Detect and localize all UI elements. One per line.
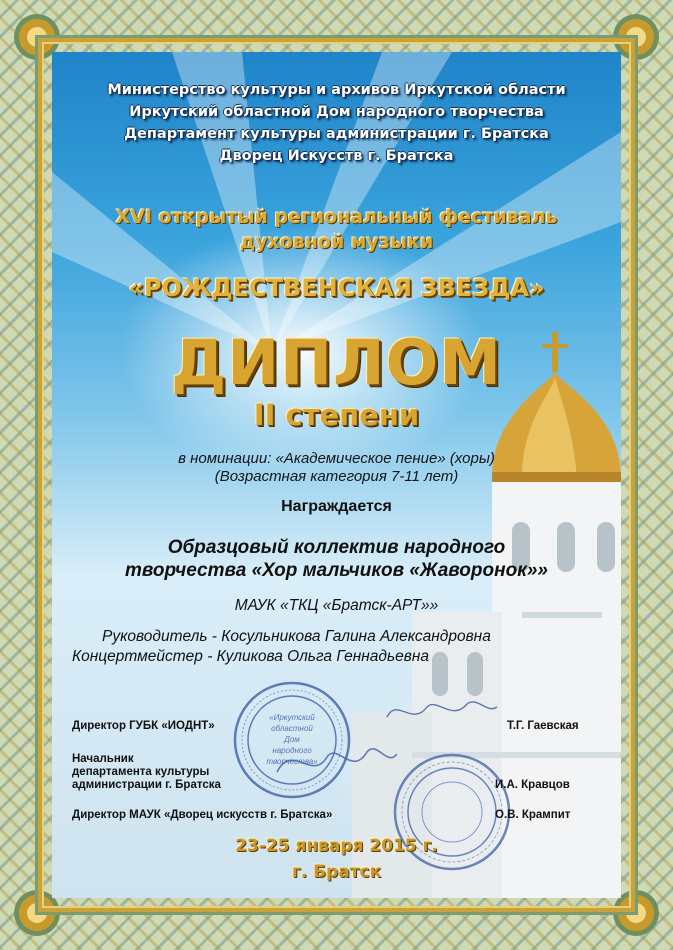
recipient-line-2: творчества «Хор мальчиков «Жаворонок»» [125,560,548,581]
organizer-line: Министерство культуры и архивов Иркутской области [107,82,566,98]
signatory-title: департамента культуры [72,766,210,778]
signatory-title: Директор ГУБК «ИОДНТ» [72,720,215,732]
sky-background [52,52,621,898]
awarded-label: Награждается [281,498,392,515]
organizer-line: Иркутский областной Дом народного творчества [129,104,544,120]
festival-line-1: XVI открытый региональный фестиваль [115,206,558,228]
festival-name: «РОЖДЕСТВЕНСКАЯ ЗВЕЗДА» [128,274,545,302]
nomination-line: в номинации: «Академическое пение» (хоры) [178,450,495,467]
festival-line-2: духовной музыки [239,231,434,253]
institution-name: МАУК «ТКЦ «Братск-АРТ»» [234,597,439,614]
signatory-name: Т.Г. Гаевская [507,720,579,732]
leader-line: Руководитель - Косульникова Галина Александровна [102,628,491,645]
signatory-title: Директор МАУК «Дворец искусств г. Братска» [72,809,333,821]
age-category-line: (Возрастная категория 7-11 лет) [214,468,459,485]
event-city: г. Братск [291,862,382,882]
signature-mark [382,692,502,732]
organizer-line: Дворец Искусств г. Братска [219,148,454,164]
signatory-name: О.В. Крампит [495,809,571,821]
signatory-title: администрации г. Братска [72,779,221,791]
diploma-title: ДИПЛОМ [171,326,502,399]
stamp-text: творчества» [266,757,318,766]
event-date: 23-25 января 2015 г. [235,836,438,856]
organizer-line: Департамент культуры администрации г. Братска [124,126,549,142]
accompanist-line: Концертмейстер - Куликова Ольга Геннадьевна [72,648,429,665]
diploma-degree: II степени [253,398,420,432]
recipient-line-1: Образцовый коллектив народного [167,537,506,558]
signatory-name: И.А. Кравцов [495,779,570,791]
stamp-text: областной [271,724,313,733]
stamp-text: Дом [284,735,300,744]
stamp-text: «Иркутский [269,713,315,722]
signature-mark [272,732,402,792]
signatory-title: Начальник [72,753,134,765]
stamp-text: народного [272,746,312,755]
